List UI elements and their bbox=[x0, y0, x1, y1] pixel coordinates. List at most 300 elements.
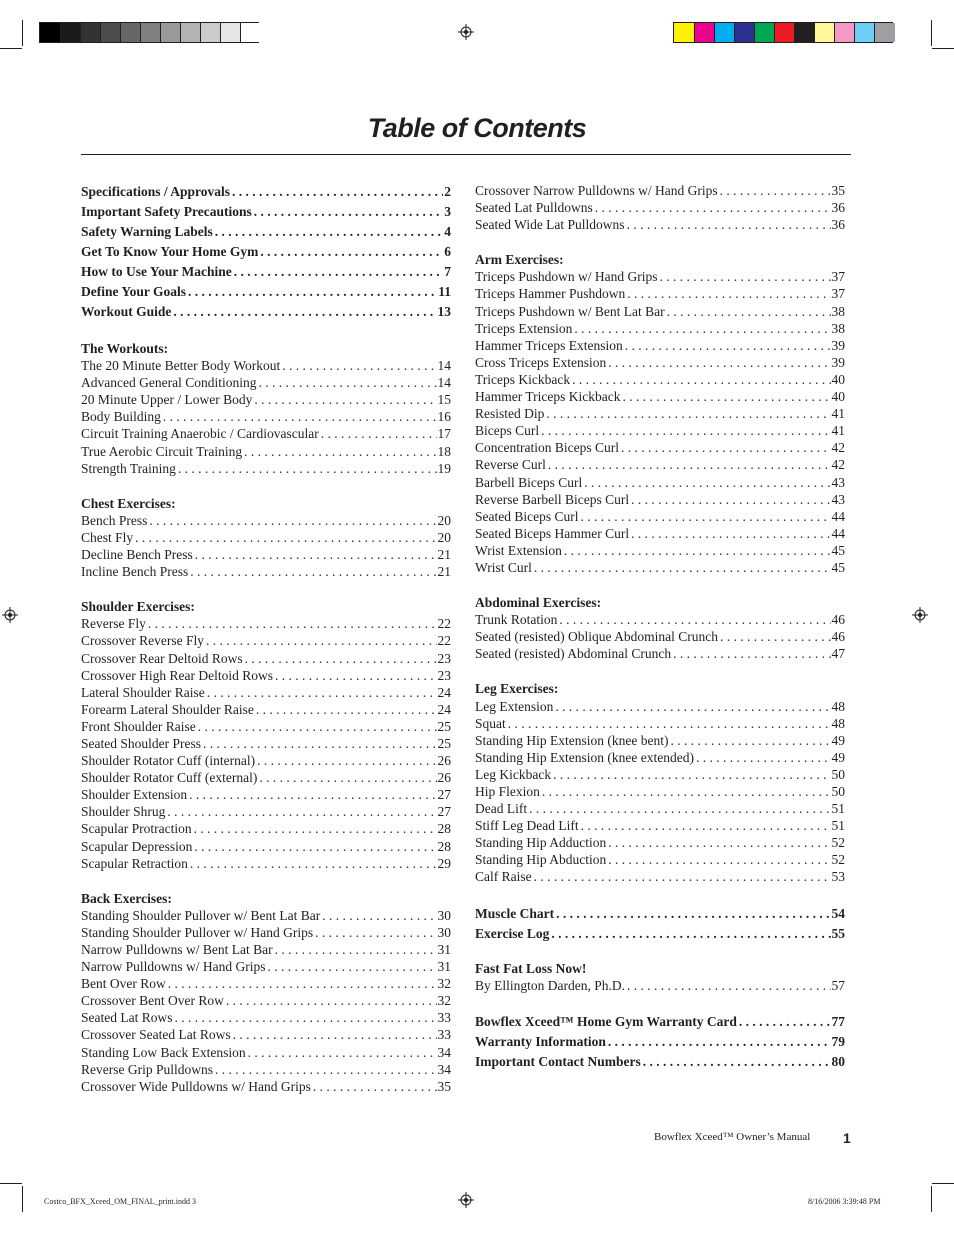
dot-leader bbox=[625, 285, 830, 302]
toc-entry-page: 47 bbox=[831, 646, 845, 662]
toc-entry[interactable] bbox=[81, 460, 451, 477]
dot-leader bbox=[192, 820, 437, 837]
toc-entry-label: Shoulder Shrug bbox=[81, 804, 166, 820]
toc-entry-page: 51 bbox=[831, 801, 845, 817]
toc-entry-page: 77 bbox=[831, 1013, 845, 1029]
section-heading: Abdominal Exercises: bbox=[475, 595, 602, 611]
gray-swatch bbox=[180, 23, 201, 42]
toc-entry-page: 80 bbox=[831, 1053, 845, 1069]
toc-entry-label: Advanced General Conditioning bbox=[81, 375, 257, 391]
toc-entry[interactable] bbox=[81, 1078, 451, 1095]
toc-entry[interactable] bbox=[475, 525, 845, 542]
toc-entry[interactable] bbox=[81, 667, 451, 684]
toc-entry[interactable] bbox=[81, 282, 451, 302]
toc-entry[interactable] bbox=[475, 611, 845, 628]
section-heading: Leg Exercises: bbox=[475, 681, 559, 697]
toc-entry[interactable] bbox=[475, 182, 845, 199]
toc-entry-page: 17 bbox=[437, 426, 451, 442]
dot-leader bbox=[620, 388, 830, 405]
toc-entry[interactable] bbox=[475, 766, 845, 783]
toc-entry-page: 39 bbox=[831, 354, 845, 370]
toc-entry[interactable] bbox=[475, 800, 845, 817]
gray-calibration-bar bbox=[39, 22, 259, 43]
dot-leader bbox=[252, 391, 436, 408]
toc-entry[interactable] bbox=[81, 546, 451, 563]
toc-entry[interactable] bbox=[81, 820, 451, 837]
dot-leader bbox=[231, 1026, 437, 1043]
toc-entry[interactable] bbox=[475, 371, 845, 388]
dot-leader bbox=[506, 715, 831, 732]
toc-entry-page: 23 bbox=[437, 650, 451, 666]
toc-entry-page: 25 bbox=[437, 718, 451, 734]
toc-entry-label: Reverse Fly bbox=[81, 616, 146, 632]
toc-entry-page: 22 bbox=[437, 616, 451, 632]
toc-entry[interactable] bbox=[81, 769, 451, 786]
toc-entry[interactable] bbox=[81, 907, 451, 924]
toc-entry[interactable] bbox=[81, 1061, 451, 1078]
toc-entry[interactable] bbox=[81, 650, 451, 667]
crop-mark-bottom-left-v bbox=[22, 1186, 23, 1212]
toc-entry-label: Chest Fly bbox=[81, 529, 134, 545]
color-calibration-bar bbox=[673, 22, 893, 43]
toc-entry[interactable] bbox=[475, 337, 845, 354]
toc-entry-page: 33 bbox=[437, 1027, 451, 1043]
toc-entry[interactable] bbox=[475, 354, 845, 371]
dot-leader bbox=[193, 546, 437, 563]
toc-entry[interactable] bbox=[475, 834, 845, 851]
toc-entry-label: Body Building bbox=[81, 409, 161, 425]
toc-entry-label: Reverse Curl bbox=[475, 457, 546, 473]
toc-entry-label: Wrist Extension bbox=[475, 542, 562, 558]
toc-entry-label: Triceps Extension bbox=[475, 320, 573, 336]
toc-entry-page: 28 bbox=[437, 838, 451, 854]
toc-entry[interactable] bbox=[475, 199, 845, 216]
toc-entry-label: Standing Shoulder Pullover w/ Bent Lat Bar bbox=[81, 907, 321, 923]
page-number: 1 bbox=[843, 1130, 851, 1146]
toc-entry-label: Crossover Bent Over Row bbox=[81, 993, 224, 1009]
dot-leader bbox=[694, 749, 831, 766]
toc-entry-label: Standing Low Back Extension bbox=[81, 1044, 246, 1060]
dot-leader bbox=[188, 855, 437, 872]
toc-entry-label: Crossover Rear Deltoid Rows bbox=[81, 650, 243, 666]
toc-entry-page: 38 bbox=[831, 320, 845, 336]
toc-entry-page: 21 bbox=[437, 547, 451, 563]
toc-entry-label: Scapular Protraction bbox=[81, 821, 192, 837]
toc-entry-label: Standing Hip Extension (knee bent) bbox=[475, 732, 669, 748]
toc-entry[interactable] bbox=[475, 320, 845, 337]
toc-entry[interactable] bbox=[475, 1012, 845, 1032]
dot-leader bbox=[187, 786, 436, 803]
title-rule bbox=[81, 154, 851, 155]
dot-leader bbox=[570, 371, 830, 388]
toc-entry[interactable] bbox=[81, 425, 451, 442]
registration-mark-right-icon bbox=[912, 607, 928, 623]
toc-entry-page: 32 bbox=[437, 993, 451, 1009]
dot-leader bbox=[166, 975, 437, 992]
dot-leader bbox=[557, 611, 830, 628]
dot-leader bbox=[320, 907, 436, 924]
toc-entry-page: 38 bbox=[831, 303, 845, 319]
toc-entry-page: 26 bbox=[437, 770, 451, 786]
dot-leader bbox=[625, 977, 831, 994]
toc-entry-label: Crossover Reverse Fly bbox=[81, 633, 204, 649]
toc-entry[interactable] bbox=[475, 422, 845, 439]
toc-entry-page: 41 bbox=[831, 423, 845, 439]
toc-entry-page: 49 bbox=[831, 749, 845, 765]
toc-entry[interactable] bbox=[475, 817, 845, 834]
dot-leader bbox=[718, 182, 831, 199]
toc-entry[interactable] bbox=[475, 645, 845, 662]
dot-leader bbox=[527, 800, 830, 817]
toc-entry-label: Seated Wide Lat Pulldowns bbox=[475, 217, 625, 233]
toc-entry-page: 50 bbox=[831, 766, 845, 782]
dot-leader bbox=[213, 1061, 437, 1078]
toc-entry-label: Front Shoulder Raise bbox=[81, 718, 196, 734]
toc-entry[interactable] bbox=[81, 512, 451, 529]
toc-entry-label: Seated Biceps Curl bbox=[475, 508, 579, 524]
toc-entry-label: Standing Hip Extension (knee extended) bbox=[475, 749, 694, 765]
toc-entry[interactable] bbox=[475, 439, 845, 456]
toc-entry[interactable] bbox=[475, 388, 845, 405]
toc-entry-label: Leg Kickback bbox=[475, 766, 552, 782]
crop-mark-top-right-h bbox=[932, 48, 954, 49]
toc-entry-page: 57 bbox=[831, 977, 845, 993]
toc-entry-label: Exercise Log bbox=[475, 925, 550, 941]
toc-entry[interactable] bbox=[475, 285, 845, 302]
toc-entry-page: 35 bbox=[831, 183, 845, 198]
section-gap bbox=[81, 322, 451, 340]
toc-entry-page: 46 bbox=[831, 629, 845, 645]
toc-entry[interactable] bbox=[475, 474, 845, 491]
toc-entry[interactable] bbox=[81, 701, 451, 718]
dot-leader bbox=[539, 422, 830, 439]
page-title: Table of Contents bbox=[367, 113, 587, 143]
toc-entry[interactable] bbox=[81, 262, 451, 282]
section-gap bbox=[475, 662, 845, 680]
color-swatch bbox=[814, 23, 835, 42]
dot-leader bbox=[280, 357, 436, 374]
dot-leader bbox=[273, 941, 437, 958]
dot-leader bbox=[562, 542, 831, 559]
toc-entry-label: Dead Lift bbox=[475, 801, 528, 817]
toc-entry[interactable] bbox=[475, 749, 845, 766]
toc-entry[interactable] bbox=[81, 992, 451, 1009]
toc-entry-label: Seated Shoulder Press bbox=[81, 735, 201, 751]
dot-leader bbox=[161, 408, 437, 425]
toc-entry-page: 45 bbox=[831, 542, 845, 558]
toc-entry-page: 3 bbox=[444, 204, 451, 219]
toc-entry[interactable] bbox=[475, 456, 845, 473]
toc-entry-page: 55 bbox=[831, 925, 845, 941]
slug-file-name: Costco_BFX_Xceed_OM_FINAL_print.indd 3 bbox=[44, 1197, 196, 1206]
gray-swatch bbox=[40, 23, 60, 42]
dot-leader bbox=[606, 354, 830, 371]
toc-entry[interactable] bbox=[81, 632, 451, 649]
color-swatch bbox=[714, 23, 735, 42]
gray-swatch bbox=[120, 23, 141, 42]
toc-entry-page: 54 bbox=[831, 905, 845, 921]
toc-entry-page: 45 bbox=[831, 559, 845, 575]
toc-entry[interactable] bbox=[475, 1052, 845, 1072]
toc-entry[interactable] bbox=[475, 698, 845, 715]
toc-entry-page: 23 bbox=[437, 667, 451, 683]
dot-leader bbox=[171, 302, 436, 322]
gray-swatch bbox=[140, 23, 161, 42]
toc-entry[interactable] bbox=[81, 357, 451, 374]
toc-entry[interactable] bbox=[81, 408, 451, 425]
dot-leader bbox=[201, 735, 437, 752]
toc-entry-label: Scapular Depression bbox=[81, 838, 193, 854]
section-heading: Arm Exercises: bbox=[475, 252, 564, 268]
crop-mark-top-left-h bbox=[0, 48, 22, 49]
toc-entry[interactable] bbox=[475, 1032, 845, 1052]
slug-timestamp: 8/16/2006 3:39:48 PM bbox=[808, 1197, 881, 1206]
dot-leader bbox=[606, 1032, 831, 1052]
toc-entry-label: Scapular Retraction bbox=[81, 855, 188, 871]
toc-entry-page: 24 bbox=[437, 701, 451, 717]
toc-entry[interactable] bbox=[475, 542, 845, 559]
toc-entry[interactable] bbox=[81, 242, 451, 262]
toc-entry-page: 36 bbox=[831, 200, 845, 216]
toc-entry-label: Reverse Barbell Biceps Curl bbox=[475, 491, 630, 507]
toc-entry[interactable] bbox=[81, 615, 451, 632]
toc-entry-label: Seated (resisted) Abdominal Crunch bbox=[475, 646, 672, 662]
dot-leader bbox=[668, 732, 830, 749]
section-gap bbox=[475, 886, 845, 904]
dot-leader bbox=[266, 958, 437, 975]
dot-leader bbox=[546, 456, 831, 473]
section-heading: The Workouts: bbox=[81, 341, 169, 356]
toc-entry[interactable] bbox=[475, 559, 845, 576]
toc-entry-label: Circuit Training Anaerobic / Cardiovascular bbox=[81, 426, 319, 442]
dot-leader bbox=[313, 924, 436, 941]
dot-leader bbox=[205, 684, 437, 701]
color-swatch bbox=[734, 23, 755, 42]
toc-entry-label: Shoulder Extension bbox=[81, 787, 188, 803]
toc-entry[interactable] bbox=[81, 563, 451, 580]
toc-entry-page: 44 bbox=[831, 525, 845, 541]
dot-leader bbox=[133, 529, 436, 546]
toc-entry[interactable] bbox=[475, 868, 845, 885]
section-gap bbox=[475, 576, 845, 594]
gray-swatch bbox=[160, 23, 181, 42]
toc-entry[interactable] bbox=[475, 216, 845, 233]
toc-entry-label: Resisted Dip bbox=[475, 406, 545, 422]
toc-entry-page: 40 bbox=[831, 389, 845, 405]
toc-entry-page: 27 bbox=[437, 787, 451, 803]
toc-entry[interactable] bbox=[475, 977, 845, 994]
toc-entry-label: Shoulder Rotator Cuff (internal) bbox=[81, 753, 256, 769]
dot-leader bbox=[582, 474, 830, 491]
gray-swatch bbox=[200, 23, 221, 42]
section-gap bbox=[475, 944, 845, 960]
toc-entry-page: 52 bbox=[831, 835, 845, 851]
dot-leader bbox=[252, 202, 444, 222]
toc-entry-label: Triceps Kickback bbox=[475, 371, 571, 387]
toc-entry-page: 41 bbox=[831, 406, 845, 422]
toc-entry[interactable] bbox=[475, 904, 845, 924]
toc-entry[interactable] bbox=[81, 443, 451, 460]
toc-entry-page: 49 bbox=[831, 732, 845, 748]
toc-entry-label: Bowflex Xceed™ Home Gym Warranty Card bbox=[475, 1013, 737, 1029]
toc-entry[interactable] bbox=[475, 405, 845, 422]
toc-entry-label: Standing Shoulder Pullover w/ Hand Grips bbox=[81, 924, 314, 940]
dot-leader bbox=[147, 512, 436, 529]
toc-entry[interactable] bbox=[81, 374, 451, 391]
crop-mark-top-left-v bbox=[22, 20, 23, 46]
toc-entry[interactable] bbox=[81, 1009, 451, 1026]
dot-leader bbox=[196, 718, 437, 735]
toc-entry-page: 50 bbox=[831, 784, 845, 799]
dot-leader bbox=[579, 817, 831, 834]
registration-mark-bottom-icon bbox=[458, 1192, 474, 1208]
dot-leader bbox=[619, 439, 831, 456]
dot-leader bbox=[188, 563, 436, 580]
gray-swatch bbox=[80, 23, 101, 42]
dot-leader bbox=[242, 443, 436, 460]
toc-entry-page: 43 bbox=[831, 491, 845, 507]
toc-entry-page: 27 bbox=[437, 804, 451, 820]
color-swatch bbox=[674, 23, 694, 42]
toc-entry[interactable] bbox=[475, 268, 845, 285]
toc-entry[interactable] bbox=[475, 732, 845, 749]
toc-entry-label: Biceps Curl bbox=[475, 423, 540, 439]
toc-entry-page: 52 bbox=[831, 852, 845, 868]
toc-entry-label: Important Contact Numbers bbox=[475, 1053, 641, 1069]
dot-leader bbox=[165, 803, 436, 820]
toc-entry[interactable] bbox=[81, 1044, 451, 1061]
toc-entry-label: Bench Press bbox=[81, 512, 148, 528]
dot-leader bbox=[593, 199, 831, 216]
toc-entry-page: 28 bbox=[437, 821, 451, 837]
dot-leader bbox=[665, 303, 831, 320]
toc-entry[interactable] bbox=[81, 222, 451, 242]
toc-left-column bbox=[81, 182, 451, 1095]
toc-entry[interactable] bbox=[475, 924, 845, 944]
gray-swatch bbox=[240, 23, 261, 42]
toc-entry[interactable] bbox=[81, 202, 451, 222]
toc-entry-page: 39 bbox=[831, 337, 845, 353]
toc-entry-label: Standing Hip Abduction bbox=[475, 852, 607, 868]
toc-entry[interactable] bbox=[81, 684, 451, 701]
toc-entry-page: 33 bbox=[437, 1010, 451, 1026]
toc-entry[interactable] bbox=[475, 783, 845, 800]
toc-entry[interactable] bbox=[81, 735, 451, 752]
toc-entry-label: Triceps Pushdown w/ Bent Lat Bar bbox=[475, 303, 665, 319]
toc-entry-page: 14 bbox=[437, 358, 451, 374]
toc-entry-label: Crossover Wide Pulldowns w/ Hand Grips bbox=[81, 1078, 311, 1094]
dot-leader bbox=[192, 838, 436, 855]
color-swatch bbox=[874, 23, 895, 42]
dot-leader bbox=[273, 667, 437, 684]
toc-entry-label: Shoulder Rotator Cuff (external) bbox=[81, 770, 258, 786]
toc-entry[interactable] bbox=[475, 851, 845, 868]
dot-leader bbox=[629, 525, 830, 542]
toc-entry-page: 37 bbox=[831, 286, 845, 302]
dot-leader bbox=[549, 924, 830, 944]
toc-entry-label: Stiff Leg Dead Lift bbox=[475, 818, 579, 834]
toc-entry-page: 79 bbox=[831, 1033, 845, 1049]
toc-entry[interactable] bbox=[81, 924, 451, 941]
toc-entry-page: 42 bbox=[831, 457, 845, 473]
toc-entry-label: Triceps Pushdown w/ Hand Grips bbox=[475, 269, 658, 285]
toc-entry[interactable] bbox=[475, 715, 845, 732]
toc-entry[interactable] bbox=[81, 752, 451, 769]
gray-swatch bbox=[100, 23, 121, 42]
toc-entry-page: 7 bbox=[444, 264, 451, 279]
dot-leader bbox=[718, 628, 831, 645]
toc-entry-page: 30 bbox=[437, 907, 451, 923]
toc-entry-label: Crossover Narrow Pulldowns w/ Hand Grips bbox=[475, 183, 718, 198]
toc-entry-page: 16 bbox=[437, 409, 451, 425]
toc-entry[interactable] bbox=[81, 838, 451, 855]
toc-entry[interactable] bbox=[81, 529, 451, 546]
toc-entry[interactable] bbox=[81, 855, 451, 872]
toc-entry-label: Barbell Biceps Curl bbox=[475, 474, 583, 490]
toc-entry-page: 20 bbox=[437, 512, 451, 528]
toc-entry[interactable] bbox=[81, 302, 451, 322]
toc-entry-label: Narrow Pulldowns w/ Bent Lat Bar bbox=[81, 942, 273, 957]
dot-leader bbox=[606, 834, 830, 851]
dot-leader bbox=[532, 559, 831, 576]
toc-entry-page: 25 bbox=[437, 735, 451, 751]
gray-swatch bbox=[220, 23, 241, 42]
toc-entry[interactable] bbox=[81, 391, 451, 408]
toc-entry[interactable] bbox=[81, 958, 451, 975]
toc-entry[interactable] bbox=[475, 303, 845, 320]
toc-entry-label: True Aerobic Circuit Training bbox=[81, 443, 243, 459]
toc-entry[interactable] bbox=[81, 718, 451, 735]
toc-entry-label: Trunk Rotation bbox=[475, 612, 558, 628]
toc-entry[interactable] bbox=[81, 975, 451, 992]
toc-entry[interactable] bbox=[81, 803, 451, 820]
dot-leader bbox=[540, 783, 831, 800]
toc-entry-label: Triceps Hammer Pushdown bbox=[475, 286, 626, 302]
toc-entry-label: Crossover High Rear Deltoid Rows bbox=[81, 667, 273, 683]
toc-entry[interactable] bbox=[81, 1026, 451, 1043]
toc-entry-label: Specifications / Approvals bbox=[81, 184, 231, 199]
toc-entry-page: 48 bbox=[831, 698, 845, 714]
toc-entry[interactable] bbox=[81, 182, 451, 202]
toc-entry-page: 15 bbox=[437, 392, 451, 408]
toc-entry-page: 44 bbox=[831, 508, 845, 524]
toc-entry[interactable] bbox=[475, 491, 845, 508]
toc-entry-label: Bent Over Row bbox=[81, 976, 166, 992]
toc-entry-page: 42 bbox=[831, 440, 845, 456]
dot-leader bbox=[606, 851, 830, 868]
toc-entry-page: 46 bbox=[831, 612, 845, 628]
color-swatch bbox=[694, 23, 715, 42]
dot-leader bbox=[255, 752, 436, 769]
toc-entry-page: 14 bbox=[437, 375, 451, 391]
toc-entry[interactable] bbox=[81, 941, 451, 958]
toc-entry-label: Define Your Goals bbox=[81, 284, 187, 299]
toc-entry-label: Workout Guide bbox=[81, 304, 172, 319]
toc-entry-page: 19 bbox=[437, 460, 451, 476]
toc-entry-page: 34 bbox=[437, 1044, 451, 1060]
toc-entry[interactable] bbox=[475, 508, 845, 525]
toc-entry-label: Decline Bench Press bbox=[81, 547, 193, 563]
color-swatch bbox=[754, 23, 775, 42]
toc-entry[interactable] bbox=[475, 628, 845, 645]
toc-entry-page: 20 bbox=[437, 529, 451, 545]
footer-manual-name: Bowflex Xceed™ Owner’s Manual bbox=[654, 1131, 811, 1143]
toc-entry[interactable] bbox=[81, 786, 451, 803]
toc-entry-page: 48 bbox=[831, 715, 845, 731]
toc-entry-label: Squat bbox=[475, 715, 506, 731]
toc-entry-label: Forearm Lateral Shoulder Raise bbox=[81, 701, 254, 717]
toc-entry-page: 37 bbox=[831, 269, 845, 285]
